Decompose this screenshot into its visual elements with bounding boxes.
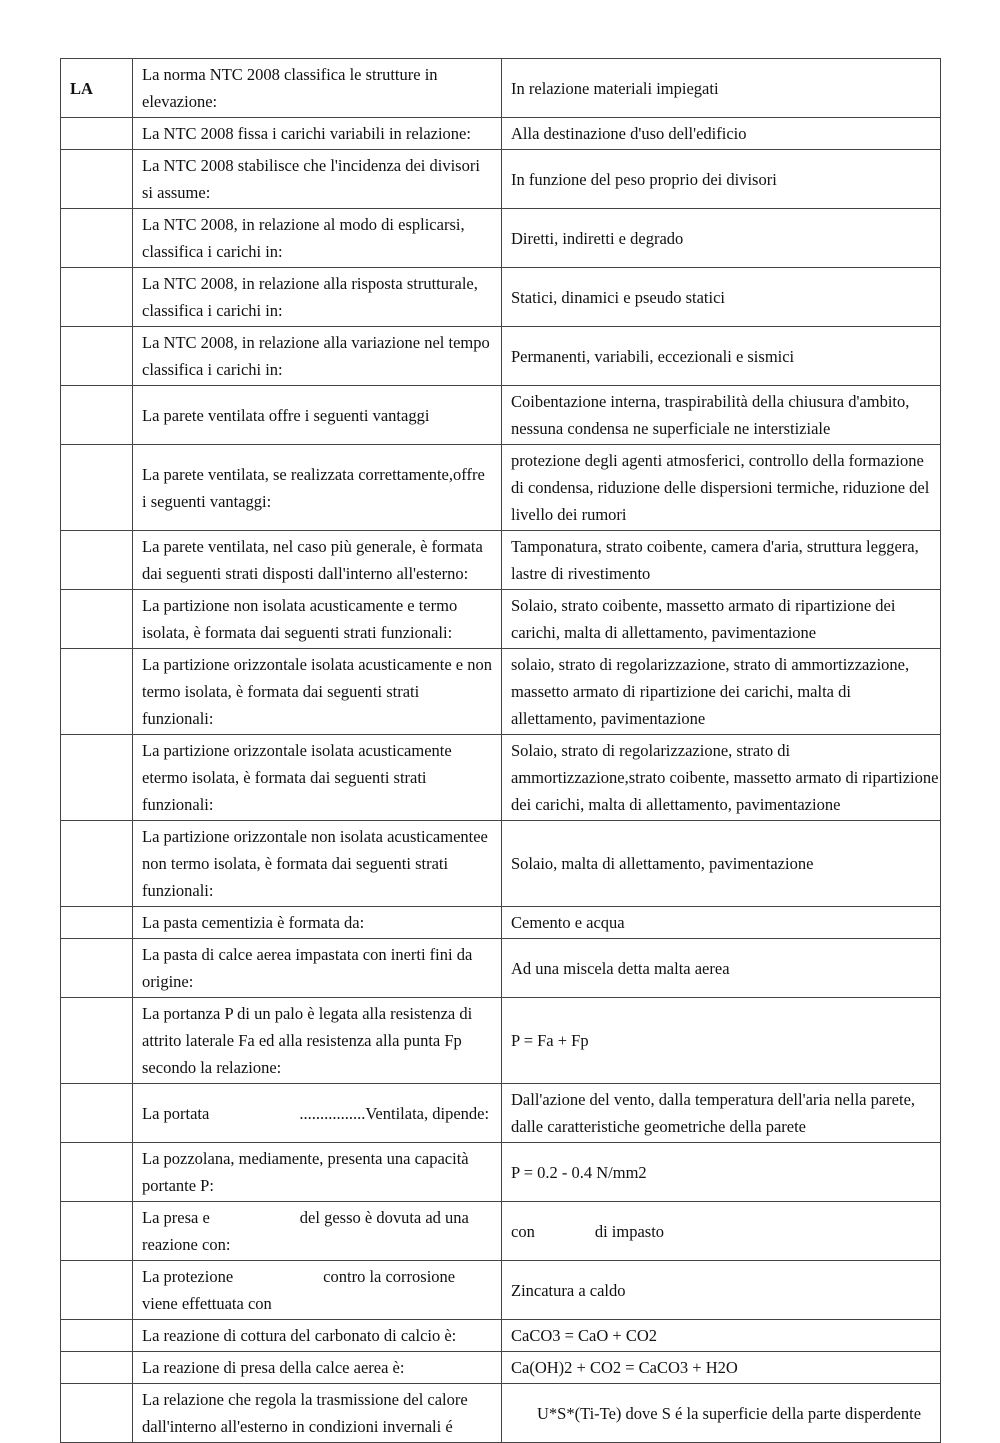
table-row: [61, 998, 941, 1084]
answer-cell: Solaio, strato di regolarizzazione, strato di ammortizzazione,strato coibente, massetto armato di ripartizione dei carichi, malta di allettamento, pavimentazione: [502, 735, 941, 821]
letter-cell: [61, 327, 133, 386]
answer-cell: Diretti, indiretti e degrado: [502, 209, 941, 268]
table-row: [61, 386, 941, 445]
answer-cell: U*S*(Ti-Te) dove S é la superficie della parte disperdente: [502, 1384, 941, 1443]
table-row: [61, 735, 941, 821]
question-part: del gesso è dovuta ad una reazione con:: [142, 1208, 469, 1254]
question-part: La protezione: [142, 1267, 234, 1286]
question-part: contro la corrosione viene effettuata con: [142, 1267, 456, 1313]
question-cell: La reazione di presa della calce aerea è:: [133, 1352, 502, 1384]
question-cell: La portanza P di un palo è legata alla resistenza di attrito laterale Fa ed alla resistenza alla punta Fp secondo la relazione:: [133, 998, 502, 1084]
question-cell: La NTC 2008, in relazione alla variazione nel tempo classifica i carichi in:: [133, 327, 502, 386]
letter-cell: [61, 150, 133, 209]
question-cell: La norma NTC 2008 classifica le strutture in elevazione:: [133, 59, 502, 118]
answer-cell: Solaio, strato coibente, massetto armato di ripartizione dei carichi, malta di allettamento, pavimentazione: [502, 590, 941, 649]
letter-cell: [61, 386, 133, 445]
letter-cell: [61, 209, 133, 268]
question-cell: La NTC 2008, in relazione alla risposta strutturale, classifica i carichi in:: [133, 268, 502, 327]
question-cell: La partizione orizzontale isolata acusticamente e non termo isolata, è formata dai seguenti strati funzionali:: [133, 649, 502, 735]
answer-cell: Dall'azione del vento, dalla temperatura dell'aria nella parete, dalle caratteristiche geometriche della parete: [502, 1084, 941, 1143]
answer-cell: In funzione del peso proprio dei divisori: [502, 150, 941, 209]
table-row: [61, 649, 941, 735]
question-cell: La NTC 2008, in relazione al modo di esplicarsi, classifica i carichi in:: [133, 209, 502, 268]
answer-cell: Ca(OH)2 + CO2 = CaCO3 + H2O: [502, 1352, 941, 1384]
letter-cell: [61, 445, 133, 531]
table-row: [61, 1202, 941, 1261]
answer-cell: Tamponatura, strato coibente, camera d'aria, struttura leggera, lastre di rivestimento: [502, 531, 941, 590]
question-part: ................Ventilata, dipende:: [299, 1103, 490, 1123]
question-cell: La relazione che regola la trasmissione del calore dall'interno all'esterno in condizioni invernali é: [133, 1384, 502, 1443]
section-letter: LA: [61, 59, 133, 118]
table-row: [61, 1084, 941, 1143]
table-row: [61, 209, 941, 268]
table-row: [61, 268, 941, 327]
table-row: [61, 327, 941, 386]
question-cell: [133, 1261, 502, 1320]
table-row: [61, 1320, 941, 1352]
answer-cell: Coibentazione interna, traspirabilità della chiusura d'ambito, nessuna condensa ne superficiale ne interstiziale: [502, 386, 941, 445]
letter-cell: [61, 1143, 133, 1202]
letter-cell: [61, 649, 133, 735]
answer-cell: solaio, strato di regolarizzazione, strato di ammortizzazione, massetto armato di ripartizione dei carichi, malta di allettamento, pavimentazione: [502, 649, 941, 735]
table-row: [61, 1352, 941, 1384]
answer-cell: Statici, dinamici e pseudo statici: [502, 268, 941, 327]
table-row: [61, 531, 941, 590]
answer-cell: Zincatura a caldo: [502, 1261, 941, 1320]
question-cell: La NTC 2008 fissa i carichi variabili in relazione:: [133, 118, 502, 150]
question-cell: La partizione non isolata acusticamente e termo isolata, è formata dai seguenti strati funzionali:: [133, 590, 502, 649]
question-cell: La partizione orizzontale isolata acusticamente etermo isolata, è formata dai seguenti strati funzionali:: [133, 735, 502, 821]
answer-cell: Permanenti, variabili, eccezionali e sismici: [502, 327, 941, 386]
table-row: [61, 118, 941, 150]
question-cell: [133, 1143, 502, 1202]
answer-part: di impasto: [594, 1221, 665, 1241]
question-cell: [133, 1202, 502, 1261]
answer-cell: [502, 1202, 941, 1261]
answer-part: con: [511, 1221, 535, 1241]
question-cell: La NTC 2008 stabilisce che l'incidenza dei divisori si assume:: [133, 150, 502, 209]
table-row: [61, 821, 941, 907]
answer-cell: CaCO3 = CaO + CO2: [502, 1320, 941, 1352]
letter-cell: [61, 939, 133, 998]
question-cell: La reazione di cottura del carbonato di calcio è:: [133, 1320, 502, 1352]
document-page: [60, 58, 940, 1443]
question-cell: La parete ventilata, se realizzata correttamente,offre i seguenti vantaggi:: [133, 445, 502, 531]
letter-cell: [61, 590, 133, 649]
letter-cell: [61, 1352, 133, 1384]
answer-cell: P = Fa + Fp: [502, 998, 941, 1084]
table-row: [61, 150, 941, 209]
answer-cell: Cemento e acqua: [502, 907, 941, 939]
question-cell: La partizione orizzontale non isolata acusticamentee non termo isolata, è formata dai seguenti strati funzionali:: [133, 821, 502, 907]
table-row: [61, 1261, 941, 1320]
letter-cell: [61, 998, 133, 1084]
answer-cell: Alla destinazione d'uso dell'edificio: [502, 118, 941, 150]
question-part: La pozzolana, mediamente, presenta una capacità portante P:: [142, 1149, 469, 1195]
table-row: [61, 1384, 941, 1443]
letter-cell: [61, 268, 133, 327]
answer-cell: In relazione materiali impiegati: [502, 59, 941, 118]
answer-cell: protezione degli agenti atmosferici, controllo della formazione di condensa, riduzione delle dispersioni termiche, riduzione del livello dei rumori: [502, 445, 941, 531]
letter-cell: [61, 735, 133, 821]
table-row: [61, 1143, 941, 1202]
question-cell: [133, 1084, 502, 1143]
letter-cell: [61, 1320, 133, 1352]
table-row: [61, 59, 941, 118]
question-part: La presa e: [142, 1208, 210, 1227]
table-row: [61, 590, 941, 649]
question-cell: La pasta cementizia è formata da:: [133, 907, 502, 939]
letter-cell: [61, 118, 133, 150]
letter-cell: [61, 1084, 133, 1143]
table-row: [61, 907, 941, 939]
question-cell: La parete ventilata, nel caso più generale, è formata dai seguenti strati disposti dall'interno all'esterno:: [133, 531, 502, 590]
letter-cell: [61, 1202, 133, 1261]
table-row: [61, 445, 941, 531]
answer-cell: P = 0.2 - 0.4 N/mm2: [502, 1143, 941, 1202]
letter-cell: [61, 907, 133, 939]
letter-cell: [61, 1261, 133, 1320]
table-row: [61, 939, 941, 998]
question-cell: La pasta di calce aerea impastata con inerti fini da origine:: [133, 939, 502, 998]
question-cell: La parete ventilata offre i seguenti vantaggi: [133, 386, 502, 445]
question-part: La portata: [142, 1103, 210, 1123]
answer-cell: Solaio, malta di allettamento, pavimentazione: [502, 821, 941, 907]
letter-cell: [61, 1384, 133, 1443]
qa-table: [60, 58, 941, 1443]
answer-cell: Ad una miscela detta malta aerea: [502, 939, 941, 998]
letter-cell: [61, 531, 133, 590]
letter-cell: [61, 821, 133, 907]
